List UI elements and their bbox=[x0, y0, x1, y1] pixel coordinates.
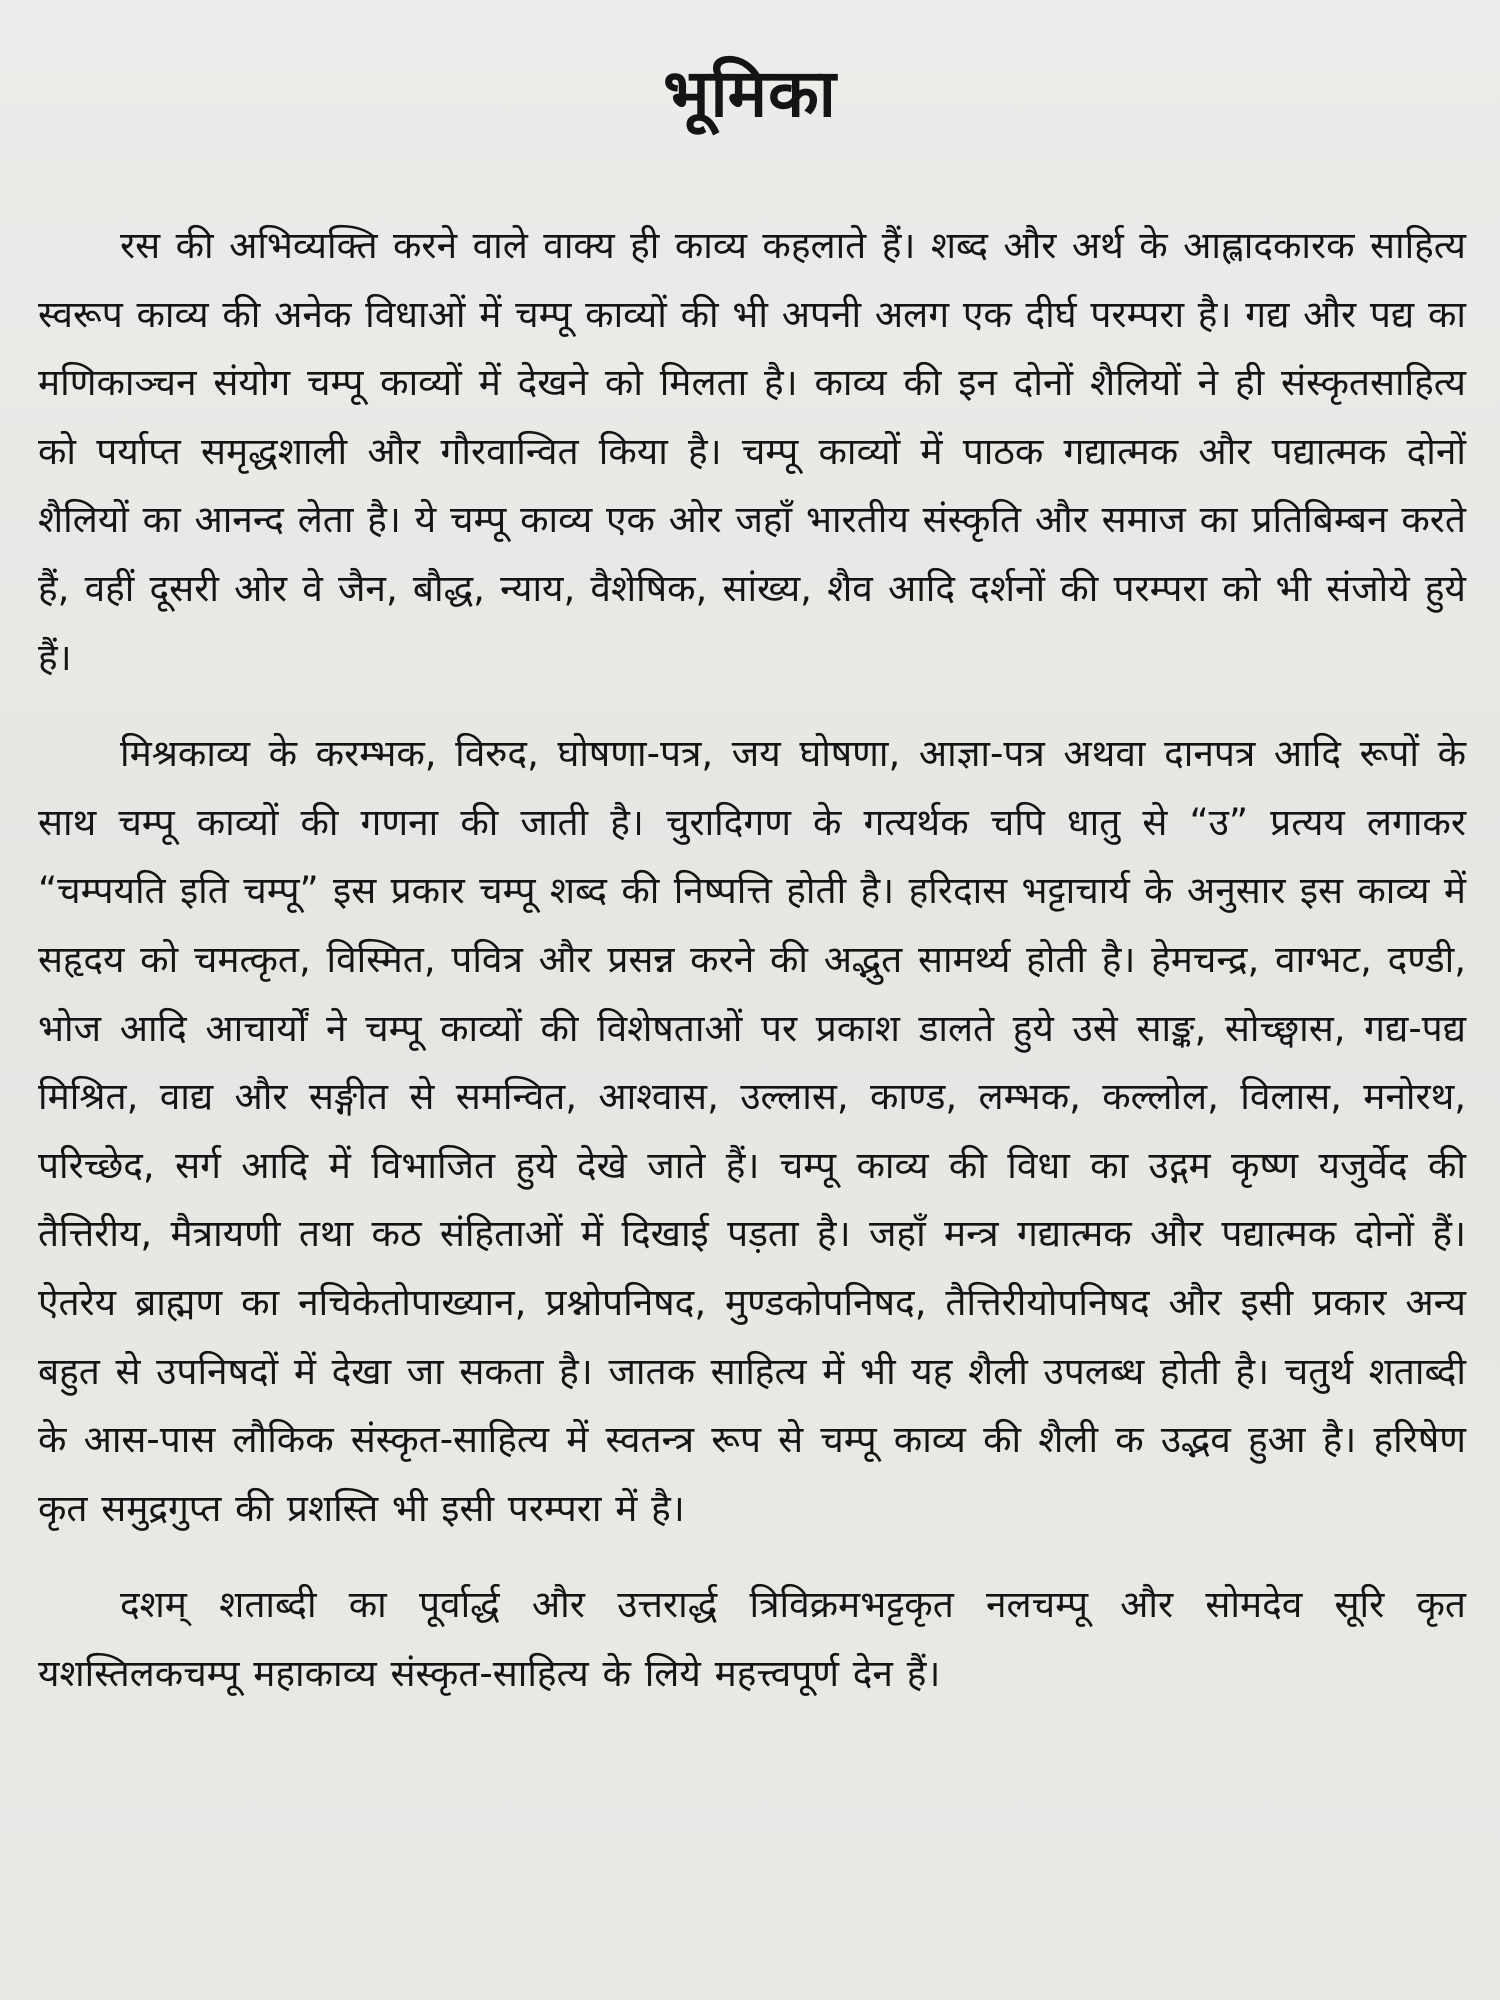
paragraph-1: रस की अभिव्यक्ति करने वाले वाक्य ही काव्य कहलाते हैं। शब्द और अर्थ के आह्लादकारक साहित्य स्वरूप काव्य की अनेक विधाओं में चम्पू काव्यों की भी अपनी अलग एक दीर्घ परम्परा है। गद्य और पद्य का मणिकाञ्चन संयोग चम्पू काव्यों में देखने को मिलता है। काव्य की इन दोनों शैलियों ने ही संस्कृतसाहित्य को पर्याप्त समृद्धशाली और गौरवान्वित किया है। चम्पू काव्यों में पाठक गद्यात्मक और पद्यात्मक दोनों शैलियों का आनन्द लेता है। ये चम्पू काव्य एक ओर जहाँ भारतीय संस्कृति और समाज का प्रतिबिम्बन करते हैं, वहीं दूसरी ओर वे जैन, बौद्ध, न्याय, वैशेषिक, सांख्य, शैव आदि दर्शनों की परम्परा को भी संजोये हुये हैं। bbox=[38, 224, 1466, 679]
document-body bbox=[38, 212, 1466, 1708]
page-title: भूमिका bbox=[663, 55, 837, 132]
paragraph-3: दशम् शताब्दी का पूर्वार्द्ध और उत्तरार्द्ध त्रिविक्रमभट्टकृत नलचम्पू और सोमदेव सूरि कृत यशस्तिलकचम्पू महाकाव्य संस्कृत-साहित्य के लिये महत्त्वपूर्ण देन हैं। bbox=[38, 1583, 1466, 1695]
paragraph-2: मिश्रकाव्य के करम्भक, विरुद, घोषणा-पत्र, जय घोषणा, आज्ञा-पत्र अथवा दानपत्र आदि रूपों के साथ चम्पू काव्यों की गणना की जाती है। चुरादिगण के गत्यर्थक चपि धातु से “उ” प्रत्यय लगाकर “चम्पयति इति चम्पू” इस प्रकार चम्पू शब्द की निष्पत्ति होती है। हरिदास भट्टाचार्य के अनुसार इस काव्य में सहृदय को चमत्कृत, विस्मित, पवित्र और प्रसन्न करने की अद्भुत सामर्थ्य होती है। हेमचन्द्र, वाग्भट, दण्डी, भोज आदि आचार्यों ने चम्पू काव्यों की विशेषताओं पर प्रकाश डालते हुये उसे साङ्क, सोच्छ्वास, गद्य-पद्य मिश्रित, वाद्य और सङ्गीत से समन्वित, आश्वास, उल्लास, काण्ड, लम्भक, कल्लोल, विलास, मनोरथ, परिच्छेद, सर्ग आदि में विभाजित हुये देखे जाते हैं। चम्पू काव्य की विधा का उद्गम कृष्ण यजुर्वेद की तैत्तिरीय, मैत्रायणी तथा कठ संहिताओं में दिखाई पड़ता है। जहाँ मन्त्र गद्यात्मक और पद्यात्मक दोनों हैं। ऐतरेय ब्राह्मण का नचिकेतोपाख्यान, प्रश्नोपनिषद, मुण्डकोपनिषद, तैत्तिरीयोपनिषद और इसी प्रकार अन्य बहुत से उपनिषदों में देखा जा सकता है। जातक साहित्य में भी यह शैली उपलब्ध होती है। चतुर्थ शताब्दी के आस-पास लौकिक संस्कृत-साहित्य में स्वतन्त्र रूप से चम्पू काव्य की शैली क उद्भव हुआ है। हरिषेण कृत समुद्रगुप्त की प्रशस्ति भी इसी परम्परा में है। bbox=[38, 732, 1466, 1530]
